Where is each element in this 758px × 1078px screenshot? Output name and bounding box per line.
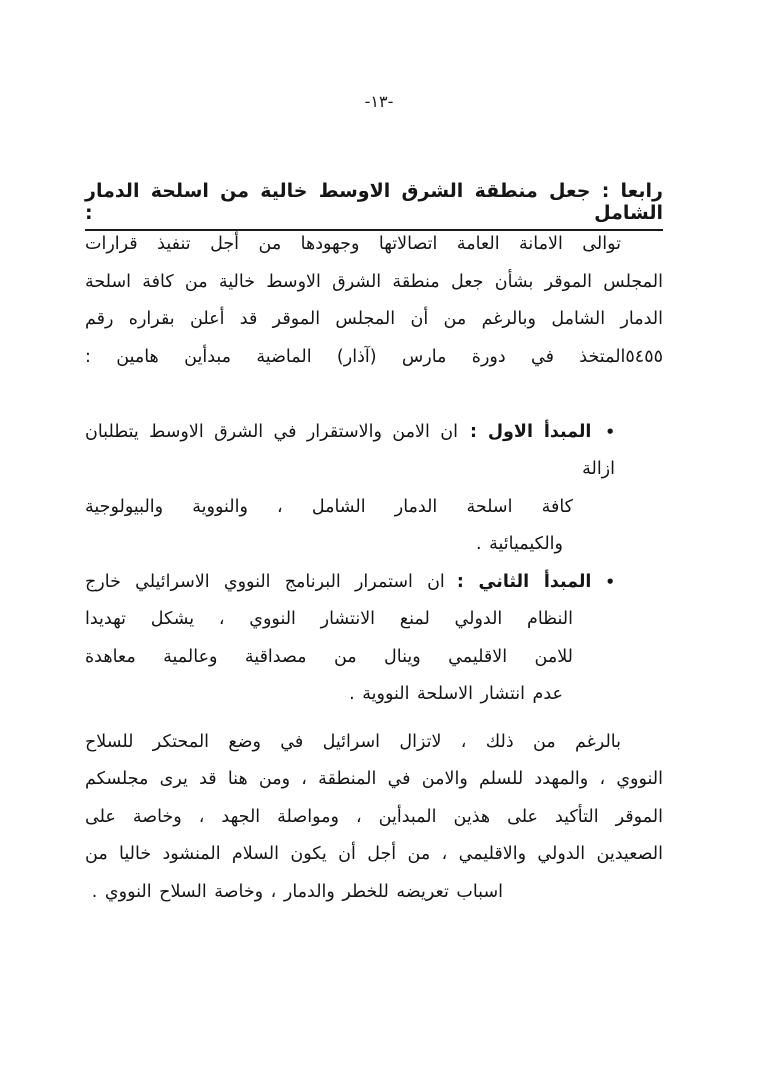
page-number: -١٣- bbox=[364, 92, 394, 111]
para1-line-1: توالى الامانة العامة اتصالاتها وجهودها من أجل تنفيذ قرارات bbox=[85, 234, 621, 254]
bullet-1-label: المبدأ الاول : bbox=[469, 421, 592, 442]
para2-line-1: بالرغم من ذلك ، لاتزال اسرائيل في وضع المحتكر للسلاح bbox=[85, 731, 621, 752]
bullet-dot-icon: • bbox=[605, 572, 616, 591]
para1-line-2: المجلس الموقر بشأن جعل منطقة الشرق الاوسط خالية من كافة اسلحة bbox=[85, 271, 663, 292]
para2-line-5: اسباب تعريضه للخطر والدمار ، وخاصة السلاح النووي . bbox=[91, 881, 503, 902]
bullet-1-line-2: كافة اسلحة الدمار الشامل ، والنووية والبيولوجية bbox=[85, 496, 573, 517]
para2-line-2: النووي ، والمهدد للسلم والامن في المنطقة ، ومن هنا قد يرى مجلسكم bbox=[85, 769, 663, 789]
para2-line-4: الصعيدين الدولي والاقليمي ، من أجل أن يكون السلام المنشود خاليا من bbox=[85, 844, 663, 864]
para1-line-3: الدمار الشامل وبالرغم من أن المجلس الموقر قد أعلن بقراره رقم bbox=[85, 309, 663, 329]
section-heading: رابعا : جعل منطقة الشرق الاوسط خالية من اسلحة الدمار الشامل : bbox=[85, 180, 663, 231]
bullet-2-line-4: عدم انتشار الاسلحة النووية . bbox=[349, 684, 563, 704]
bullet-1-text: ان الامن والاستقرار في الشرق الاوسط يتطلبان ازالة bbox=[85, 421, 615, 479]
document-body bbox=[85, 226, 663, 911]
bullet-2-text: ان استمرار البرنامج النووي الاسرائيلي خارج bbox=[85, 571, 445, 592]
bullet-1-line-3: والكيميائية . bbox=[476, 534, 563, 554]
bullet-item-principle-2 bbox=[85, 564, 663, 602]
bullet-item-principle-1 bbox=[85, 414, 663, 489]
bullet-2-line-3: للامن الاقليمي وينال من مصداقية وعالمية معاهدة bbox=[85, 646, 573, 667]
bullet-2-label: المبدأ الثاني : bbox=[456, 571, 592, 592]
para1-line-4: ٥٤٥٥المتخذ في دورة مارس (آذار) الماضية مبدأين هامين : bbox=[85, 346, 663, 367]
bullet-dot-icon: • bbox=[605, 422, 615, 441]
para2-line-3: الموقر التأكيد على هذين المبدأين ، ومواصلة الجهد ، وخاصة على bbox=[85, 806, 663, 827]
bullet-2-line-2: النظام الدولي لمنع الانتشار النووي ، يشكل تهديدا bbox=[85, 609, 573, 629]
